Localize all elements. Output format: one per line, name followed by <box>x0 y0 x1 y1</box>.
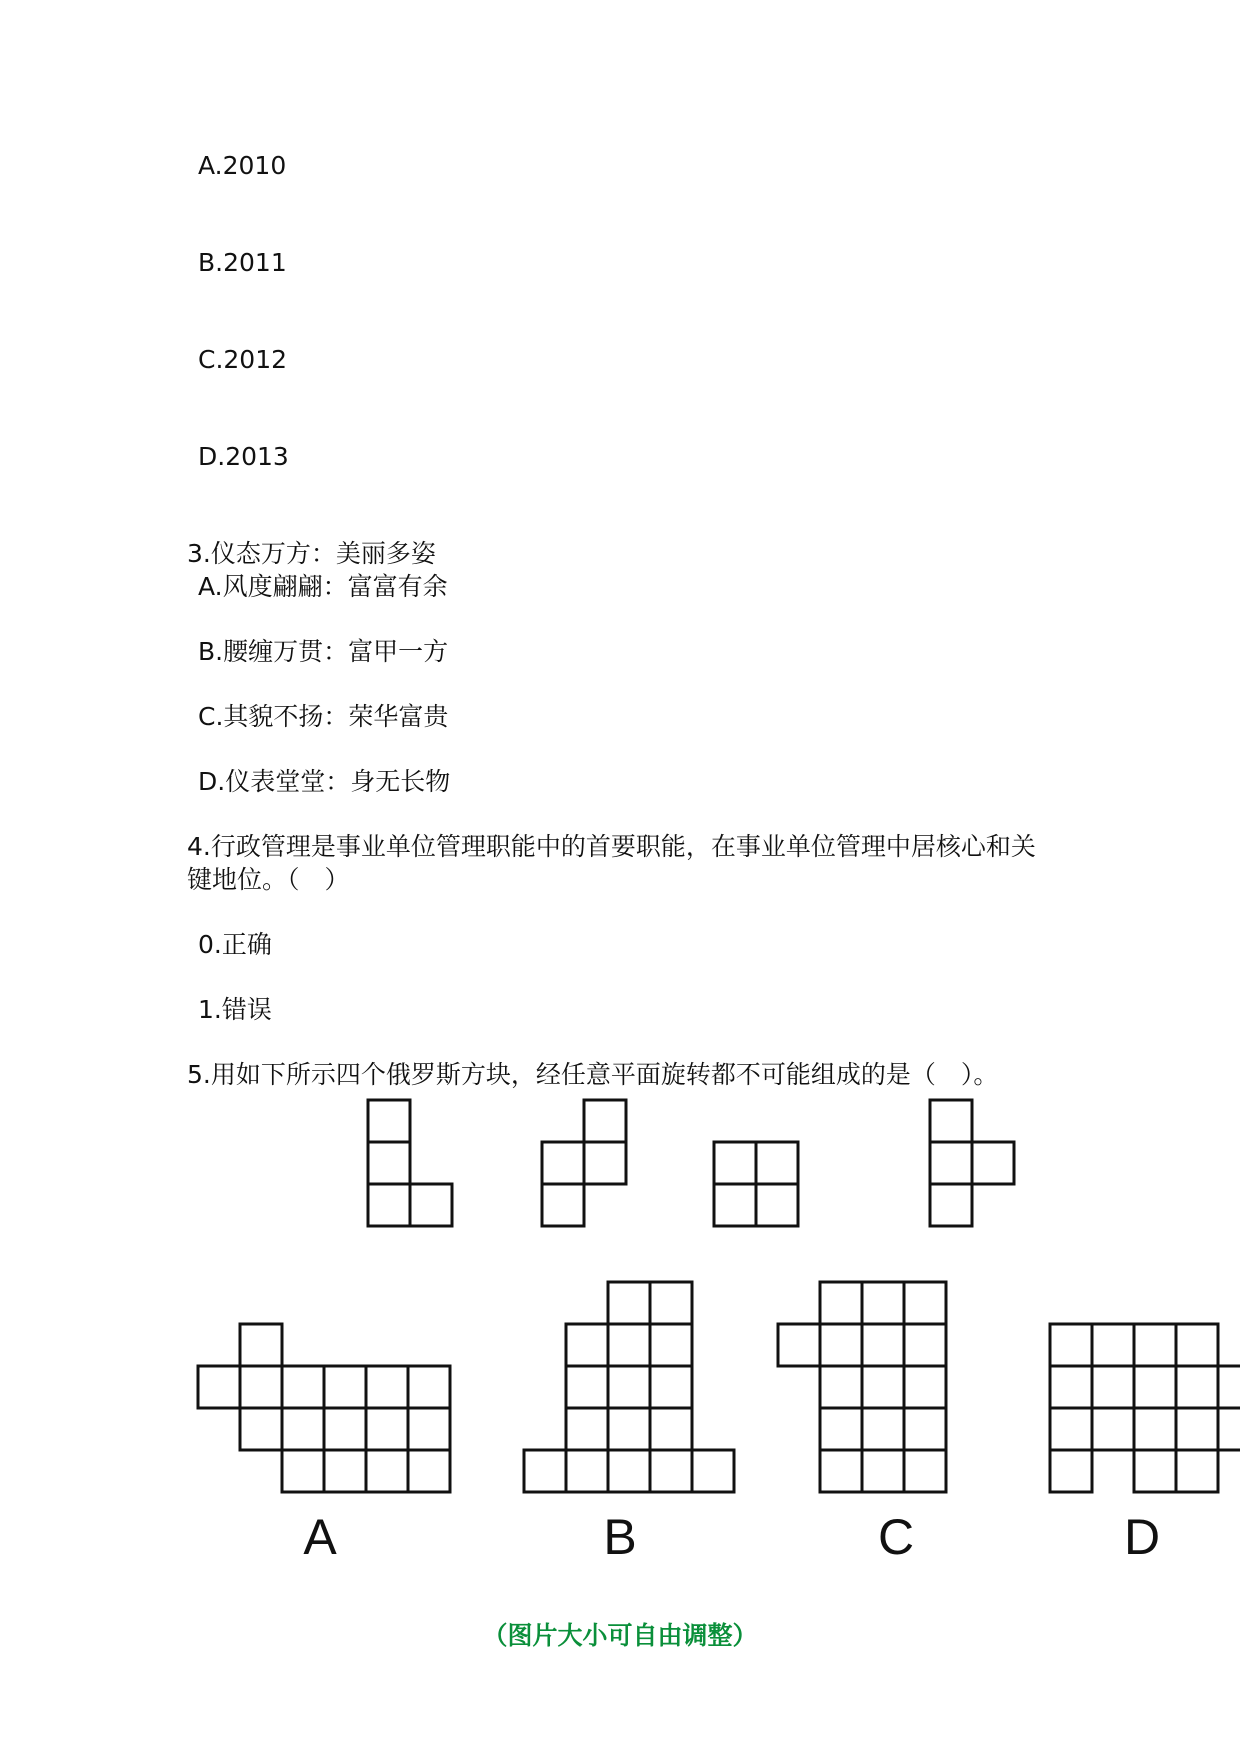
q4-stem-line1: 4.行政管理是事业单位管理职能中的首要职能，在事业单位管理中居核心和关 <box>187 832 1036 861</box>
q4-stem-line2: 键地位。（ ） <box>187 865 350 894</box>
q3-option-c: C.其貌不扬：荣华富贵 <box>198 702 449 731</box>
q3-option-a: A.风度翩翩：富富有余 <box>198 572 448 601</box>
label-a: A <box>303 1509 337 1565</box>
shape-option-d <box>1050 1324 1240 1492</box>
q2-option-a: A.2010 <box>198 151 287 180</box>
tetromino-t-piece <box>930 1100 1014 1226</box>
label-b: B <box>603 1509 637 1565</box>
tetromino-s-piece <box>542 1100 626 1226</box>
shape-option-a <box>198 1324 450 1492</box>
q3-stem: 3.仪态万方：美丽多姿 <box>187 539 436 568</box>
image-resize-caption: （图片大小可自由调整） <box>482 1621 758 1650</box>
q2-option-c: C.2012 <box>198 345 288 374</box>
q3-option-d: D.仪表堂堂：身无长物 <box>198 767 451 796</box>
tetromino-l-piece <box>368 1100 452 1226</box>
q3-option-b: B.腰缠万贯：富甲一方 <box>198 637 449 666</box>
q4-option-correct: 0.正确 <box>198 930 272 959</box>
label-c: C <box>877 1509 915 1565</box>
tetromino-o-piece <box>714 1142 798 1226</box>
shape-option-b <box>524 1282 734 1492</box>
q4-option-wrong: 1.错误 <box>198 995 272 1024</box>
q2-option-b: B.2011 <box>198 248 287 277</box>
label-d: D <box>1123 1509 1161 1565</box>
q5-stem: 5.用如下所示四个俄罗斯方块，经任意平面旋转都不可能组成的是（ ）。 <box>187 1060 999 1089</box>
q2-option-d: D.2013 <box>198 442 289 471</box>
shape-option-c <box>778 1282 946 1492</box>
